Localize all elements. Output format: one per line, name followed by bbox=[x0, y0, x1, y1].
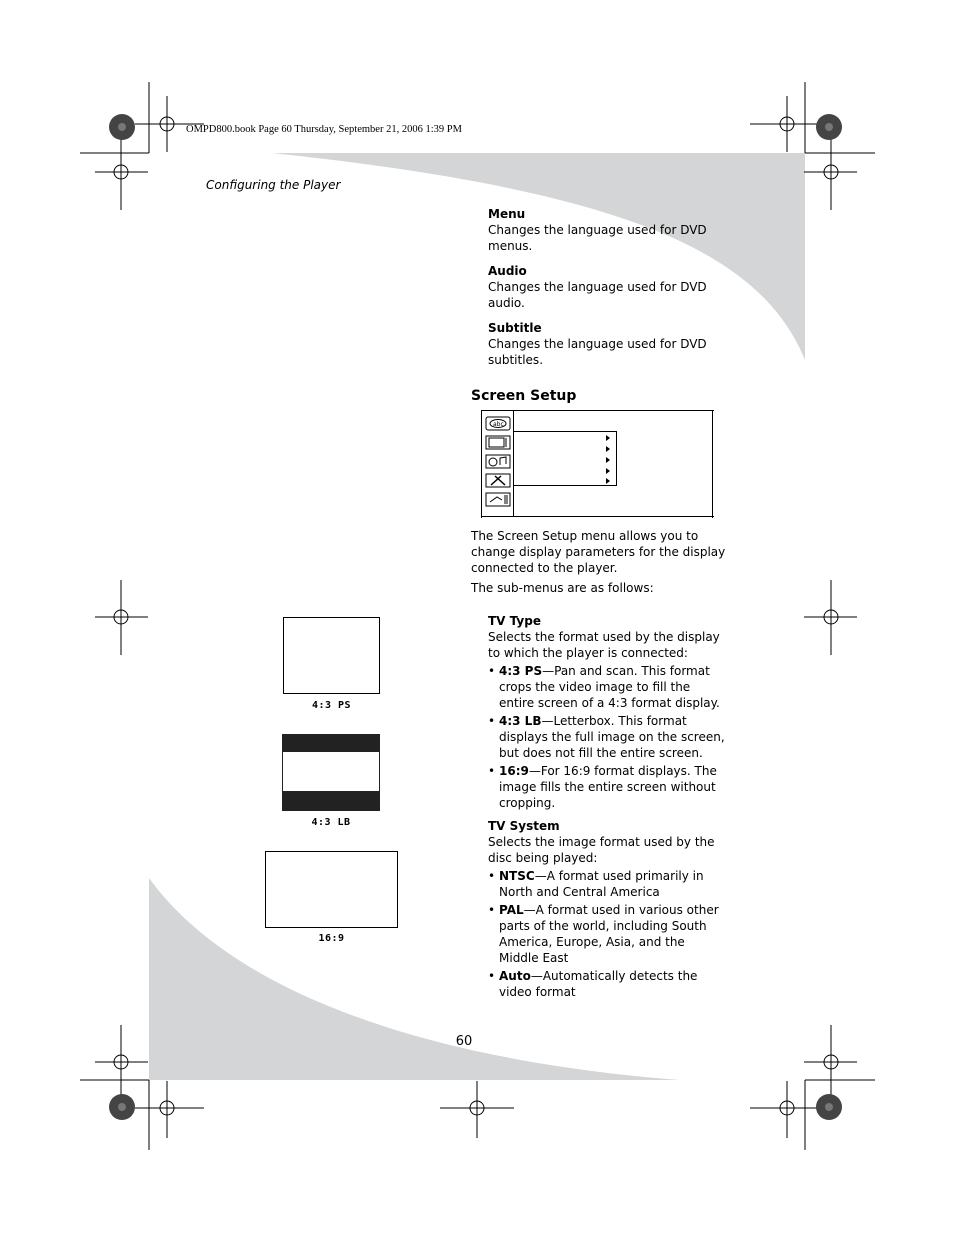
submenu-box bbox=[513, 431, 617, 486]
bullet-term: PAL bbox=[499, 903, 524, 917]
tv-system-desc: Selects the image format used by the disc being played: bbox=[488, 835, 715, 865]
lb-format-screen bbox=[282, 734, 380, 811]
list-item bbox=[488, 902, 728, 966]
book-info-line: OMPD800.book Page 60 Thursday, September 21, 2006 1:39 PM bbox=[186, 124, 462, 135]
chevron-right-icon bbox=[606, 478, 610, 484]
audio-icon bbox=[485, 454, 511, 469]
menu-icon-column bbox=[482, 411, 514, 516]
bullet-term: 4:3 LB bbox=[499, 714, 542, 728]
tv-type-desc: Selects the format used by the display to which the player is connected: bbox=[488, 630, 720, 660]
exit-icon bbox=[485, 492, 511, 507]
language-item-menu bbox=[488, 206, 728, 254]
language-item-subtitle bbox=[488, 320, 728, 368]
page-number: 60 bbox=[455, 1034, 473, 1049]
tv-system-section bbox=[488, 818, 728, 1002]
bullet-text: —Pan and scan. This format crops the video image to fill the entire screen of a 4:3 format display. bbox=[499, 664, 720, 710]
wide-caption: 16:9 bbox=[318, 933, 345, 944]
tv-type-bullets bbox=[488, 663, 728, 811]
running-head: Configuring the Player bbox=[206, 178, 341, 192]
bullet-term: NTSC bbox=[499, 869, 535, 883]
wide-format-screen bbox=[265, 851, 398, 928]
svg-text:abc: abc bbox=[493, 421, 504, 428]
tv-system-bullets bbox=[488, 868, 728, 1000]
chevron-right-icon bbox=[606, 468, 610, 474]
chevron-right-icon bbox=[606, 435, 610, 441]
menu-border-right bbox=[712, 410, 713, 518]
list-item bbox=[488, 713, 728, 761]
ps-format-screen bbox=[283, 617, 380, 694]
list-item bbox=[488, 663, 728, 711]
bullet-text: —A format used primarily in North and Central America bbox=[499, 869, 704, 899]
list-item bbox=[488, 763, 728, 811]
tv-system-title: TV System bbox=[488, 819, 560, 833]
list-item bbox=[488, 868, 728, 900]
item-title: Subtitle bbox=[488, 321, 542, 335]
lb-caption: 4:3 LB bbox=[311, 817, 351, 828]
bullet-text: —Letterbox. This format displays the full image on the screen, but does not fill the entire screen. bbox=[499, 714, 725, 760]
section-heading: Screen Setup bbox=[471, 388, 577, 404]
bullet-term: Auto bbox=[499, 969, 531, 983]
tv-type-section bbox=[488, 613, 728, 813]
chevron-right-icon bbox=[606, 457, 610, 463]
tools-icon bbox=[485, 473, 511, 488]
language-icon bbox=[485, 416, 511, 431]
chevron-right-icon bbox=[606, 446, 610, 452]
bullet-text: —A format used in various other parts of the world, including South America, Europe, Asia, and the Middle East bbox=[499, 903, 719, 965]
list-item bbox=[488, 968, 728, 1000]
submenus-intro: The sub-menus are as follows: bbox=[471, 581, 654, 595]
tv-type-title: TV Type bbox=[488, 614, 541, 628]
item-title: Audio bbox=[488, 264, 527, 278]
bullet-term: 4:3 PS bbox=[499, 664, 543, 678]
letterbox-image-area bbox=[283, 752, 379, 791]
screen-setup-intro: The Screen Setup menu allows you to change display parameters for the display connected to the player. bbox=[471, 529, 726, 575]
menu-border-bottom bbox=[481, 516, 714, 517]
item-desc: Changes the language used for DVD subtitles. bbox=[488, 337, 707, 367]
language-item-audio bbox=[488, 263, 728, 311]
item-desc: Changes the language used for DVD menus. bbox=[488, 223, 707, 253]
bullet-text: —Automatically detects the video format bbox=[499, 969, 698, 999]
item-desc: Changes the language used for DVD audio. bbox=[488, 280, 707, 310]
bullet-term: 16:9 bbox=[499, 764, 529, 778]
bullet-text: —For 16:9 format displays. The image fills the entire screen without cropping. bbox=[499, 764, 717, 810]
screen-icon bbox=[485, 435, 511, 450]
item-title: Menu bbox=[488, 207, 526, 221]
ps-caption: 4:3 PS bbox=[311, 700, 352, 711]
